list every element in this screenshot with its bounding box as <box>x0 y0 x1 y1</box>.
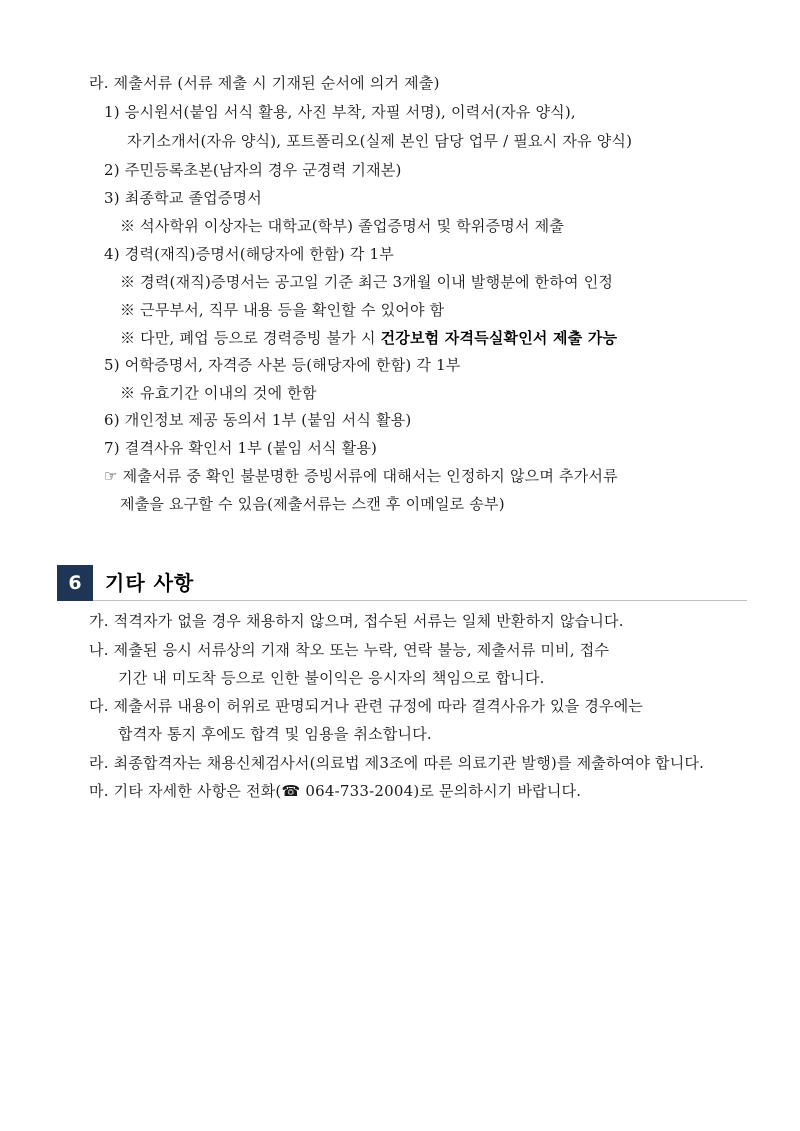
pointing-hand-icon: ☞ <box>104 467 118 485</box>
notice-item-continuation: 합격자 통지 후에도 합격 및 임용을 취소합니다. <box>118 725 432 743</box>
notice-item-continuation: 기간 내 미도착 등으로 인한 불이익은 응시자의 책임으로 합니다. <box>118 669 545 687</box>
pointer-note-text: 제출서류 중 확인 불분명한 증빙서류에 대해서는 인정하지 않으며 추가서류 <box>122 467 618 485</box>
list-item: 7) 결격사유 확인서 1부 (붙임 서식 활용) <box>104 439 378 457</box>
list-item: 2) 주민등록초본(남자의 경우 군경력 기재본) <box>104 161 402 179</box>
list-item-continuation: 자기소개서(자유 양식), 포트폴리오(실제 본인 담당 업무 / 필요시 자유 양식) <box>127 132 633 150</box>
list-item: 1) 응시원서(붙임 서식 활용, 사진 부착, 자필 서명), 이력서(자유 양식), <box>104 103 576 121</box>
contact-text-suffix: 064-733-2004)로 문의하시기 바랍니다. <box>300 782 582 800</box>
list-item: 6) 개인정보 제공 동의서 1부 (붙임 서식 활용) <box>104 411 412 429</box>
notice-item <box>89 781 581 801</box>
list-note: ※ 석사학위 이상자는 대학교(학부) 졸업증명서 및 학위증명서 제출 <box>120 217 565 235</box>
contact-text-prefix: 마. 기타 자세한 사항은 전화( <box>89 782 282 800</box>
note-emphasis: 건강보험 자격득실확인서 제출 가능 <box>380 329 618 347</box>
telephone-icon: ☎ <box>281 782 301 800</box>
notice-item: 가. 적격자가 없을 경우 채용하지 않으며, 접수된 서류는 일체 반환하지 않습니다. <box>89 612 624 630</box>
notice-item: 라. 최종합격자는 채용신체검사서(의료법 제3조에 따른 의료기관 발행)를 제출하여야 합니다. <box>89 754 705 772</box>
submission-documents-heading: 라. 제출서류 (서류 제출 시 기재된 순서에 의거 제출) <box>89 74 440 92</box>
section-header <box>57 565 747 601</box>
pointer-note <box>104 466 618 486</box>
list-note: ※ 근무부서, 직무 내용 등을 확인할 수 있어야 함 <box>120 301 445 319</box>
note-text: ※ 다만, 폐업 등으로 경력증빙 불가 시 <box>120 329 381 347</box>
list-item: 5) 어학증명서, 자격증 사본 등(해당자에 한함) 각 1부 <box>104 356 461 374</box>
notice-item: 다. 제출서류 내용이 허위로 판명되거나 관련 규정에 따라 결격사유가 있을 경우에는 <box>89 697 644 715</box>
list-item: 3) 최종학교 졸업증명서 <box>104 189 262 207</box>
section-title: 기타 사항 <box>105 571 195 595</box>
list-note <box>120 328 617 348</box>
list-item: 4) 경력(재직)증명서(해당자에 한함) 각 1부 <box>104 245 394 263</box>
list-note: ※ 경력(재직)증명서는 공고일 기준 최근 3개월 이내 발행분에 한하여 인정 <box>120 273 614 291</box>
section-divider <box>93 600 747 601</box>
notice-item: 나. 제출된 응시 서류상의 기재 착오 또는 누락, 연락 불능, 제출서류 미비, 접수 <box>89 641 610 659</box>
section-number-badge: 6 <box>57 565 93 601</box>
list-note: ※ 유효기간 이내의 것에 한함 <box>120 384 317 402</box>
pointer-note-continuation: 제출을 요구할 수 있음(제출서류는 스캔 후 이메일로 송부) <box>120 495 505 513</box>
